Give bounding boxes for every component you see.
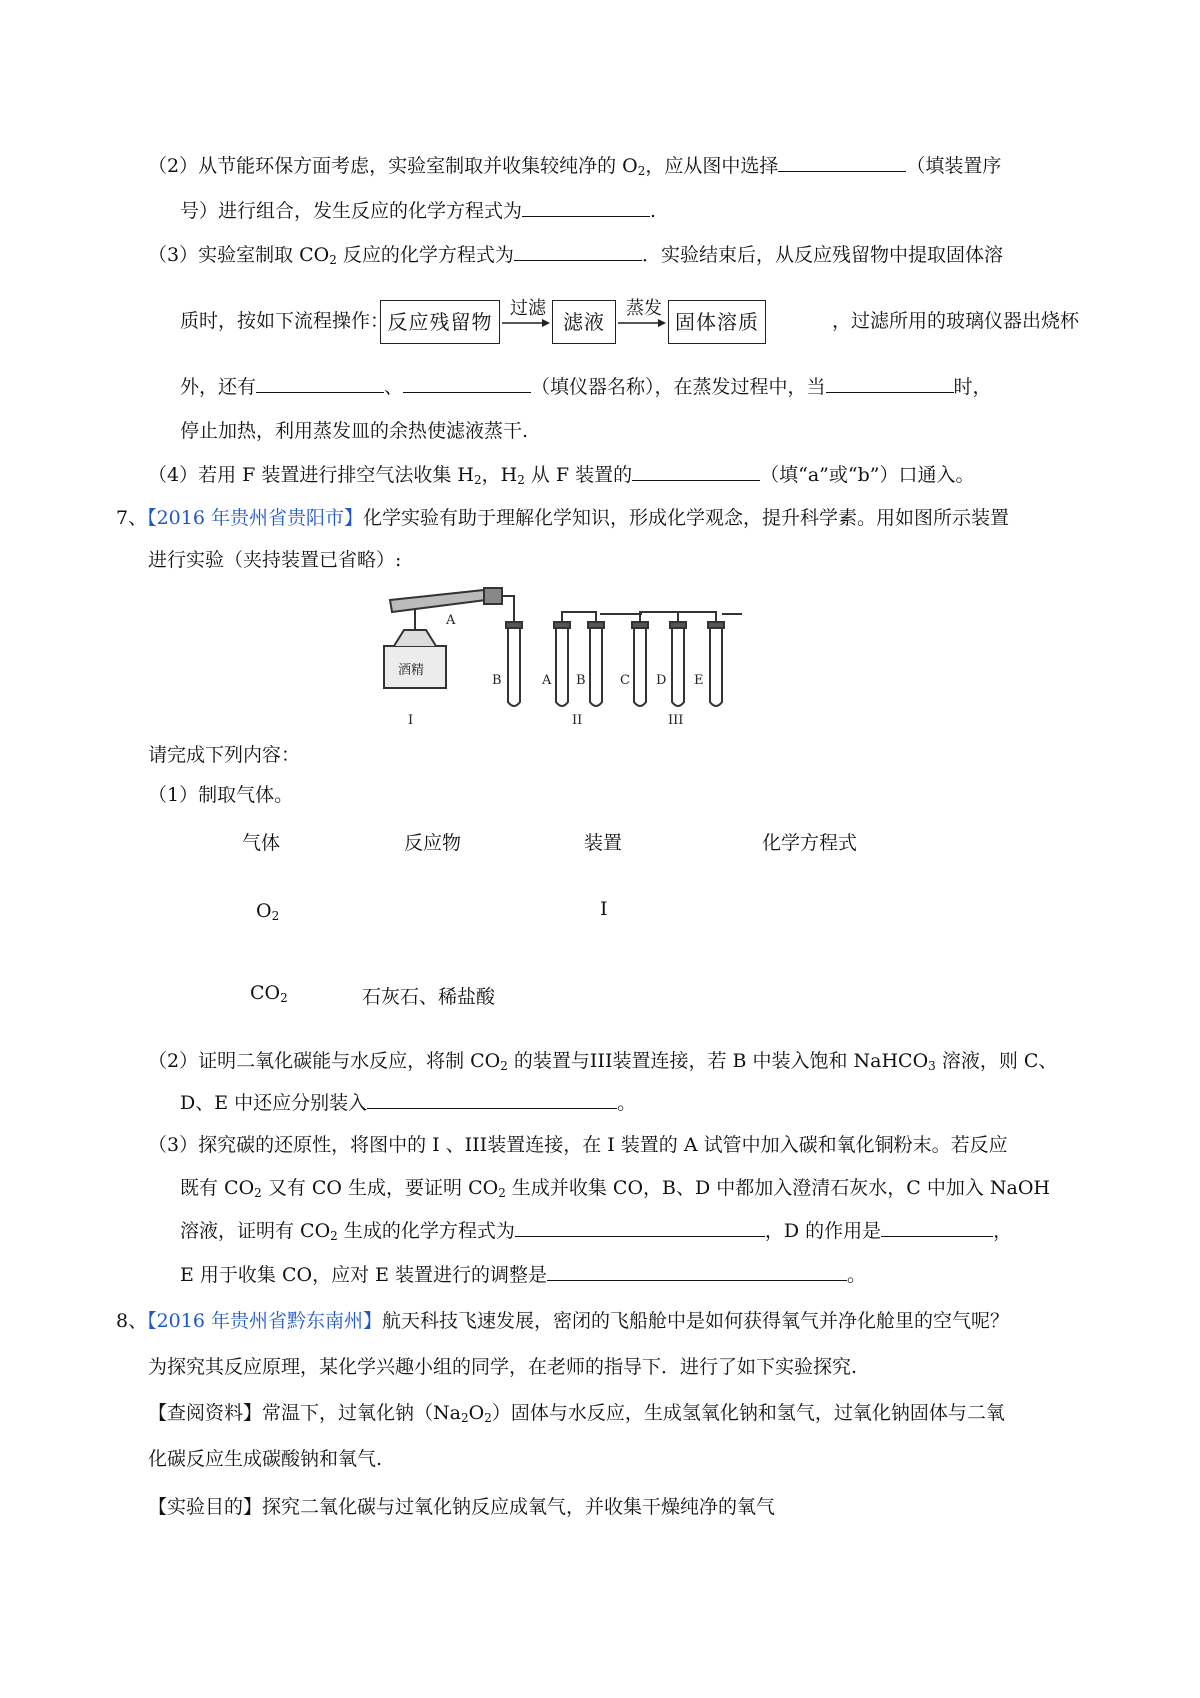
answer-blank[interactable] (403, 374, 531, 393)
q7-part2-line2: D、E 中还应分别装入 。 (180, 1092, 637, 1114)
figure-label-device-1: I (408, 713, 414, 728)
q7-part3-line2: 既有 $CO_2$ 又有 CO 生成，要证明 $CO_2$ 生成并收集 CO，B、D 中都加入澄清石灰水，C 中加入 NaOH (180, 1177, 1050, 1200)
figure-label-d: D (656, 673, 667, 688)
answer-blank[interactable] (514, 242, 642, 261)
flow-label-filter: 过滤 (510, 298, 546, 319)
q7-part3-line3: 溶液，证明有 $CO_2$ 生成的化学方程式为 ，D 的作用是 ， (180, 1220, 1013, 1243)
answer-blank[interactable] (778, 153, 906, 172)
table-header-device: 装置 (584, 832, 623, 854)
q8-info-line1: 【查阅资料】常温下，过氧化钠$(Na_2O_2)$固体与水反应，生成氢氧化钠和氢气，过氧化钠固体与二氧 (148, 1402, 1005, 1425)
q7-part3-line4: E 用于收集 CO，应对 E 装置进行的调整是 。 (180, 1264, 867, 1286)
figure-label-a: A (446, 613, 456, 628)
table-header-gas: 气体 (242, 832, 281, 854)
q6-part3-line3: 外，还有 、 （填仪器名称），在蒸发过程中，当 时， (180, 376, 992, 398)
q8-stem-line2: 为探究其反应原理，某化学兴趣小组的同学，在老师的指导下．进行了如下实验探究. (148, 1356, 858, 1378)
q6-part3-line2b: ，过滤所用的玻璃仪器出烧杯 (832, 310, 1080, 332)
q6-part2-line2: 号）进行组合，发生反应的化学方程式为 . (180, 200, 657, 222)
answer-blank[interactable] (547, 1262, 847, 1281)
flow-box-solute: 固体溶质 (668, 300, 766, 344)
q6-part2-line1: （2）从节能环保方面考虑，实验室制取并收集较纯净的 $O_2$，应从图中选择 （填装置序 (148, 155, 1002, 178)
table-cell-device-1: I (600, 898, 608, 920)
q6-part3-line2a: 质时，按如下流程操作： (180, 310, 390, 332)
flow-diagram (380, 296, 835, 348)
table-header-equation: 化学方程式 (762, 832, 858, 854)
apparatus-figure (380, 584, 800, 730)
q8-goal: 【实验目的】探究二氧化碳与过氧化钠反应成氧气，并收集干燥纯净的氧气 (148, 1496, 776, 1518)
table-header-reactant: 反应物 (404, 832, 462, 854)
figure-label-e: E (694, 673, 704, 688)
answer-blank[interactable] (522, 198, 650, 217)
figure-label-device-3: III (668, 713, 684, 728)
q8-info-line2: 化碳反应生成碳酸钠和氧气. (148, 1448, 383, 1470)
q7-source: 【2016 年贵州省贵阳市】 (147, 507, 363, 529)
table-cell-o2: $O_2$ (256, 900, 280, 923)
figure-label-c: C (620, 673, 630, 688)
q6-part4: （4）若用 F 装置进行排空气法收集 $H_2$，$H_2$ 从 F 装置的 （填“a”或“b”）口通入。 (148, 464, 975, 487)
answer-blank[interactable] (515, 1218, 765, 1237)
answer-blank[interactable] (826, 374, 954, 393)
figure-label-a2: A (542, 673, 552, 688)
q7-part2-line1: （2）证明二氧化碳能与水反应，将制 $CO_2$ 的装置与III装置连接，若 B 中装入饱和 NaHCO$_3$ 溶液，则 C、 (148, 1050, 1058, 1073)
answer-blank[interactable] (881, 1218, 993, 1237)
figure-label-burner: 酒精 (398, 663, 425, 678)
answer-blank[interactable] (632, 462, 760, 481)
q6-part3-line4: 停止加热，利用蒸发皿的余热使滤液蒸干. (180, 420, 529, 442)
q7-stem-line1: 7、【2016 年贵州省贵阳市】化学实验有助于理解化学知识，形成化学观念，提升科学素。用如图所示装置 (116, 507, 1010, 529)
flow-box-filtrate: 滤液 (552, 300, 616, 344)
q8-source: 【2016 年贵州省黔东南州】 (147, 1310, 382, 1332)
answer-blank[interactable] (367, 1090, 617, 1109)
q6-part3-line1: （3）实验室制取 $CO_2$ 反应的化学方程式为 ．实验结束后，从反应残留物中提取固体溶 (148, 244, 1003, 267)
q7-stem-line2: 进行实验（夹持装置已省略）: (148, 549, 402, 571)
figure-label-device-2: II (572, 713, 583, 728)
arrow-right-icon (502, 318, 550, 328)
figure-label-b2: B (576, 673, 586, 688)
q8-stem-line1: 8、【2016 年贵州省黔东南州】航天科技飞速发展，密闭的飞船舱中是如何获得氧气并净化舱里的空气呢？ (116, 1310, 1010, 1332)
q7-part3-line1: （3）探究碳的还原性，将图中的 I 、III装置连接，在 I 装置的 A 试管中加入碳和氧化铜粉末。若反应 (148, 1134, 1008, 1156)
q7-intro: 请完成下列内容： (148, 744, 301, 766)
figure-label-b: B (492, 673, 502, 688)
arrow-right-icon (618, 318, 666, 328)
table-cell-reactant-co2: 石灰石、稀盐酸 (362, 986, 496, 1008)
q7-part1: （1）制取气体。 (148, 784, 294, 806)
flow-label-evaporate: 蒸发 (626, 298, 662, 319)
flow-box-residue: 反应残留物 (380, 300, 500, 344)
table-cell-co2: $CO_2$ (250, 982, 288, 1005)
answer-blank[interactable] (256, 374, 384, 393)
